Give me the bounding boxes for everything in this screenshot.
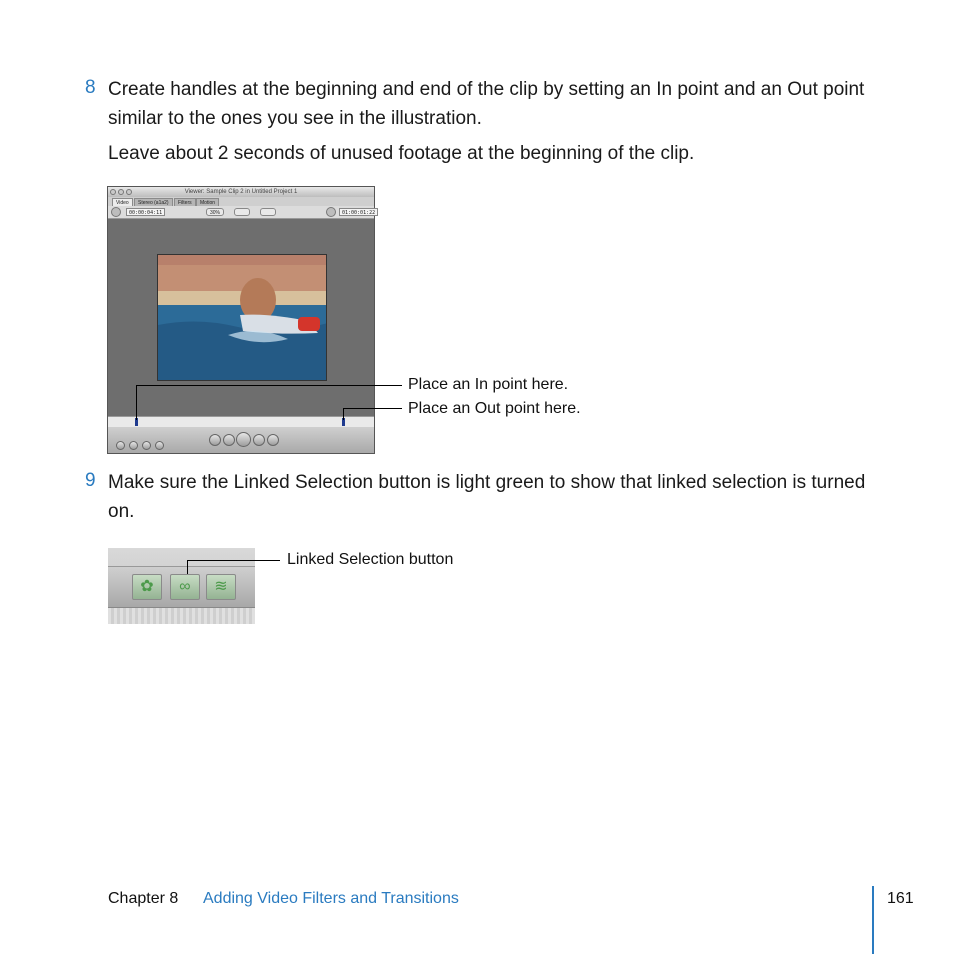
- out-point-leader-vertical: [343, 408, 344, 420]
- add-keyframe-button: [142, 441, 151, 450]
- refresh-icon: [326, 207, 336, 217]
- duration-timecode: 00:00:04:11: [126, 208, 165, 216]
- tab-filters: Filters: [174, 198, 196, 206]
- display-popup: [260, 208, 276, 216]
- swimmer-image: [158, 255, 327, 381]
- transport-controls: [108, 427, 374, 453]
- tab-motion: Motion: [196, 198, 219, 206]
- viewer-controls: [108, 206, 374, 219]
- tab-stereo: Stereo (a1a2): [134, 198, 173, 206]
- step-9-text: Make sure the Linked Selection button is light green to show that linked selection is turned on.: [108, 472, 866, 522]
- snapping-icon: ✿: [140, 578, 154, 595]
- mark-in-button: [116, 441, 125, 450]
- page-number: 161: [887, 890, 914, 907]
- snapping-button: [132, 574, 162, 600]
- out-point-leader-horizontal: [343, 408, 402, 409]
- step-8-note: Leave about 2 seconds of unused footage at the beginning of the clip.: [108, 143, 695, 164]
- step-8-number: 8: [85, 77, 96, 98]
- next-edit-button: [253, 434, 265, 446]
- footer-divider: [872, 886, 874, 954]
- viewer-window-illustration: [107, 186, 375, 454]
- video-frame-image: [157, 254, 327, 381]
- tab-video: Video: [112, 198, 133, 206]
- waveform-icon: ≋: [214, 578, 228, 595]
- audio-waveform-button: [206, 574, 236, 600]
- playhead-sync-icon: [111, 207, 121, 217]
- play-around-button: [267, 434, 279, 446]
- play-button: [236, 432, 251, 447]
- timeline-ruler: [108, 608, 255, 624]
- step-9-number: 9: [85, 470, 96, 491]
- view-popup: [234, 208, 250, 216]
- viewer-window-title: Viewer: Sample Clip 2 in Untitled Project 1: [184, 189, 298, 195]
- current-timecode: 01:00:01:22: [339, 208, 378, 216]
- timeline-button-bar: [108, 566, 255, 608]
- footer-chapter: Chapter 8: [108, 890, 179, 907]
- in-point-leader-horizontal: [136, 385, 402, 386]
- viewer-tabs: [108, 197, 374, 206]
- linked-selection-leader-horizontal: [187, 560, 280, 561]
- linked-selection-icon: ∞: [179, 578, 191, 595]
- step-8-text: Create handles at the beginning and end of the clip by setting an In point and an Out point similar to the ones you see in the illustration.: [108, 79, 865, 129]
- linked-selection-button: [170, 574, 200, 600]
- play-in-to-out-button: [209, 434, 221, 446]
- linked-selection-leader-vertical: [187, 560, 188, 574]
- in-point-callout: Place an In point here.: [408, 376, 569, 393]
- linked-selection-callout: Linked Selection button: [287, 551, 454, 568]
- prev-edit-button: [223, 434, 235, 446]
- in-point-leader-vertical: [136, 385, 137, 420]
- out-point-callout: Place an Out point here.: [408, 400, 581, 417]
- footer-chapter-title: Adding Video Filters and Transitions: [203, 890, 459, 907]
- add-marker-button: [155, 441, 164, 450]
- mark-out-button: [129, 441, 138, 450]
- zoom-popup: 30%: [206, 208, 224, 216]
